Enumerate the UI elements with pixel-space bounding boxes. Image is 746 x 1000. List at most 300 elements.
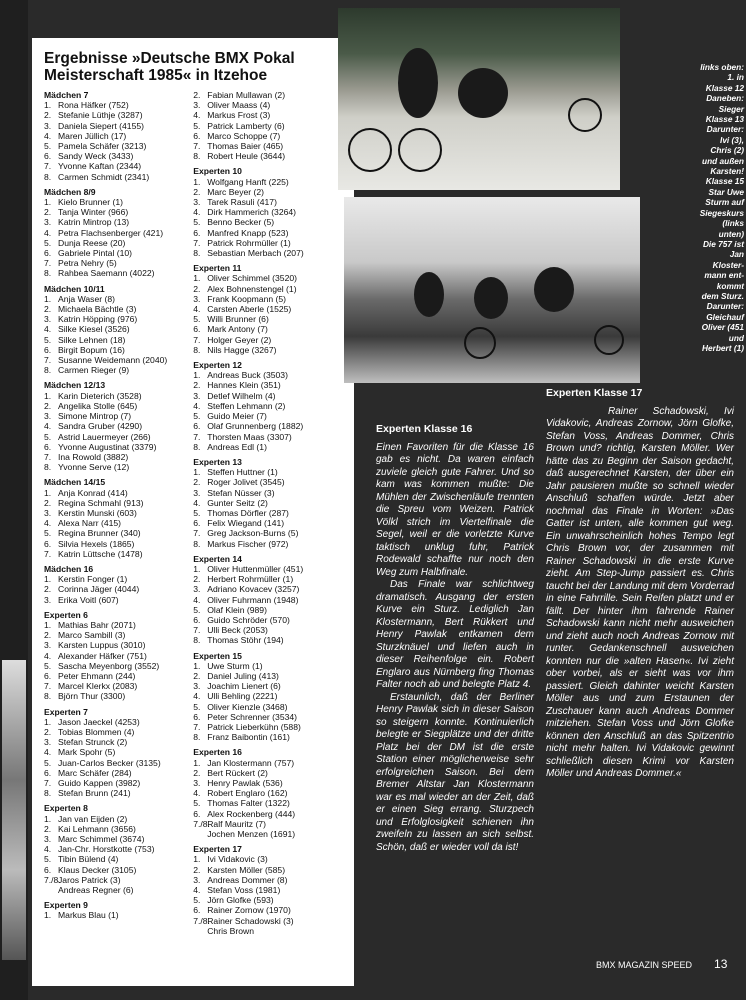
result-entry xyxy=(193,498,346,508)
rider-name: Juan-Carlos Becker (3135) xyxy=(58,757,161,768)
result-entry xyxy=(193,798,346,808)
result-entry xyxy=(44,651,187,661)
rider-name: Sebastian Merbach (207) xyxy=(207,248,304,259)
rider-name: Stefan Nüsser (3) xyxy=(207,487,275,498)
result-entry xyxy=(193,768,346,778)
category-heading: Experten 12 xyxy=(193,360,242,371)
result-entry xyxy=(193,304,346,314)
result-entry xyxy=(44,391,187,401)
rider-name: Detlef Wilhelm (4) xyxy=(207,390,276,401)
result-entry xyxy=(193,702,346,712)
result-entry xyxy=(44,620,187,630)
place-number: 6. xyxy=(44,151,52,162)
rider-name: Silvia Hexels (1865) xyxy=(58,538,135,549)
rider-name: Kai Lehmann (3656) xyxy=(58,823,136,834)
result-entry xyxy=(44,539,187,549)
rider-name: Sandy Weck (3433) xyxy=(58,151,134,162)
rider-name: Alex Bohnenstengel (1) xyxy=(207,283,297,294)
place-number: 5. xyxy=(193,314,201,325)
place-number: 7. xyxy=(193,528,201,539)
results-column-2 xyxy=(193,90,346,936)
result-entry xyxy=(193,778,346,788)
results-column-1 xyxy=(44,90,187,936)
result-entry xyxy=(193,110,346,120)
result-entry xyxy=(44,778,187,788)
result-entry xyxy=(44,197,187,207)
place-number: 7./8. xyxy=(193,818,210,829)
previous-page-edge xyxy=(0,0,28,1000)
place-number: 7. xyxy=(193,625,201,636)
article-paragraph: Das Finale war schlichtweg dramatisch. Ausgang der ersten Kurve ein Sturz. Lediglich Jan Klostermann, Bert Rükkert und Henry Pawlak entkamen dem Sturzknäuel und liefen auch in dieser Reihenfolge ein. Robert Englaro aus Nürnberg fing Thomas Falter noch ab und belegte Platz 4. xyxy=(376,579,534,690)
rider-name: Sandra Gruber (4290) xyxy=(58,421,143,432)
rider-name: Stefanie Lüthje (3287) xyxy=(58,110,143,121)
place-number: 7. xyxy=(44,778,52,788)
title-line-1: Ergebnisse »Deutsche BMX Pokal xyxy=(44,50,295,67)
place-number: 3. xyxy=(44,737,52,748)
result-entry xyxy=(193,712,346,722)
result-entry xyxy=(44,121,187,131)
place-number: 6. xyxy=(193,421,201,432)
place-number: 1. xyxy=(193,660,201,671)
place-number: 4. xyxy=(193,304,201,315)
result-entry xyxy=(44,844,187,854)
result-entry xyxy=(44,854,187,864)
result-entry xyxy=(44,768,187,778)
rider-name: Simone Mintrop (7) xyxy=(58,411,132,422)
rider-name: Carsten Aberle (1525) xyxy=(207,304,292,315)
result-entry xyxy=(193,615,346,625)
place-number: 5. xyxy=(193,507,201,518)
result-entry xyxy=(44,508,187,518)
title-line-2: Meisterschaft 1985« in Itzehoe xyxy=(44,67,268,84)
rider-name: Rainer Zornow (1970) xyxy=(207,905,291,916)
caption-line: Siegeskurs xyxy=(699,207,744,218)
place-number: 7./8. xyxy=(193,915,210,926)
result-entry xyxy=(193,411,346,421)
result-entry xyxy=(193,207,346,217)
result-entry xyxy=(44,442,187,452)
caption-line: Darunter: xyxy=(706,301,744,312)
rider-name: Gunter Seitz (2) xyxy=(207,497,268,508)
result-entry xyxy=(44,432,187,442)
place-number: 8. xyxy=(44,171,52,182)
category-heading: Experten 17 xyxy=(193,844,242,855)
result-entry xyxy=(44,498,187,508)
place-number: 5. xyxy=(44,528,52,539)
place-number: 5. xyxy=(193,895,201,906)
result-entry xyxy=(193,248,346,258)
place-number: 1. xyxy=(193,563,201,574)
rider-name: Karin Dieterich (3528) xyxy=(58,390,142,401)
place-number: 3. xyxy=(193,293,201,304)
place-number: 7./8. xyxy=(44,874,61,885)
rider-name: Susanne Weidemann (2040) xyxy=(58,355,168,366)
result-entry xyxy=(44,335,187,345)
rider-name: Olaf Grunnenberg (1882) xyxy=(207,421,304,432)
place-number: 5. xyxy=(44,431,52,442)
place-number: 2. xyxy=(44,497,52,508)
rider-figure xyxy=(534,267,574,312)
place-number: 5. xyxy=(44,334,52,345)
edge-photo xyxy=(2,660,26,960)
place-number: 7. xyxy=(193,334,201,345)
place-number: 3. xyxy=(44,314,52,325)
place-number: 4. xyxy=(44,130,52,141)
rider-name: Fabian Mullawan (2) xyxy=(207,90,286,100)
rider-name: Corinna Jäger (4044) xyxy=(58,584,140,595)
category-heading: Experten 8 xyxy=(44,803,88,814)
category-heading: Experten 6 xyxy=(44,609,88,620)
place-number: 7. xyxy=(44,161,52,172)
caption-line: Ivi (3), xyxy=(720,134,744,145)
rider-name: Daniel Juling (413) xyxy=(207,670,279,681)
rider-name: Hannes Klein (351) xyxy=(207,380,281,391)
caption-line: Karsten! xyxy=(710,166,744,177)
rider-name: Patrick Rohrmüller (1) xyxy=(207,237,291,248)
place-number: 2. xyxy=(193,767,201,778)
category-heading: Experten 16 xyxy=(193,747,242,758)
place-number: 8. xyxy=(44,268,52,279)
rider-name: Rainer Schadowski (3) xyxy=(207,915,294,926)
result-entry xyxy=(193,335,346,345)
result-entry xyxy=(193,875,346,885)
result-entry xyxy=(44,421,187,431)
rider-name: Willi Brunner (6) xyxy=(207,314,269,325)
result-entry xyxy=(193,605,346,615)
rider-name: Karsten Möller (585) xyxy=(207,864,286,875)
rider-name: Ulli Beck (2053) xyxy=(207,625,268,636)
category-heading: Mädchen 16 xyxy=(44,563,94,574)
caption-line: 1. in xyxy=(727,72,744,83)
result-entry xyxy=(193,324,346,334)
rider-name: Oliver Huttenmüller (451) xyxy=(207,563,304,574)
caption-line: Sturm auf xyxy=(705,197,744,208)
place-number: 2. xyxy=(193,574,201,585)
place-number: 1. xyxy=(44,910,52,921)
result-entry xyxy=(44,549,187,559)
rider-name: Petra Flachsenberger (421) xyxy=(58,227,164,238)
result-entry xyxy=(44,834,187,844)
article-experten-17 xyxy=(546,387,734,781)
rider-name: Guido Meier (7) xyxy=(207,411,267,422)
place-number: 2. xyxy=(44,207,52,218)
rider-name: Franz Baibontin (161) xyxy=(207,732,290,743)
result-entry xyxy=(193,442,346,452)
result-entry xyxy=(193,177,346,187)
rider-name: Björn Thur (3300) xyxy=(58,691,126,702)
rider-name: Patrick Lieberkühn (588) xyxy=(207,721,301,732)
result-entry xyxy=(193,671,346,681)
rider-name: Manfred Knapp (523) xyxy=(207,227,289,238)
rider-name: Anja Konrad (414) xyxy=(58,487,128,498)
rider-name: Adriano Kovacev (3257) xyxy=(207,584,300,595)
place-number: 1. xyxy=(44,390,52,401)
place-number: 1. xyxy=(44,619,52,630)
result-entry xyxy=(193,151,346,161)
bike-wheel xyxy=(398,128,442,172)
place-number: 5. xyxy=(193,798,201,809)
rider-name: Thomas Stöhr (194) xyxy=(207,635,284,646)
rider-name: Maren Jüllich (17) xyxy=(58,130,127,141)
rider-name: Marc Beyer (2) xyxy=(207,186,265,197)
rider-name: Thorsten Maas (3307) xyxy=(207,431,292,442)
place-number: 1. xyxy=(193,370,201,381)
place-number: 3. xyxy=(44,411,52,422)
result-entry xyxy=(44,345,187,355)
place-number: 3. xyxy=(193,584,201,595)
rider-name: Stefan Strunck (2) xyxy=(58,737,128,748)
result-entry xyxy=(44,100,187,110)
result-entry xyxy=(193,539,346,549)
result-entry xyxy=(193,905,346,915)
rider-name: Thomas Baier (465) xyxy=(207,141,284,152)
rider-name: Markus Blau (1) xyxy=(58,910,119,921)
place-number: 8. xyxy=(193,732,201,743)
caption-line: unten) xyxy=(718,228,744,239)
rider-name: Daniela Siepert (4155) xyxy=(58,120,144,131)
result-entry xyxy=(44,217,187,227)
result-entry xyxy=(193,380,346,390)
result-entry xyxy=(44,110,187,120)
place-number: 6. xyxy=(44,670,52,681)
place-number: 4. xyxy=(193,788,201,799)
place-number: 2. xyxy=(193,283,201,294)
result-entry xyxy=(193,819,346,829)
result-entry xyxy=(193,722,346,732)
result-entry xyxy=(44,294,187,304)
result-entry xyxy=(193,895,346,905)
category-heading: Mädchen 7 xyxy=(44,90,89,100)
place-number: 1. xyxy=(44,100,52,111)
result-entry xyxy=(193,314,346,324)
place-number: 5. xyxy=(193,604,201,615)
place-number: 4. xyxy=(44,518,52,529)
rider-name: Katrin Mintrop (13) xyxy=(58,217,130,228)
rider-name: Holger Geyer (2) xyxy=(207,334,272,345)
caption-line: dem Sturz. xyxy=(701,290,744,301)
rider-name: Roger Jolivet (3545) xyxy=(207,477,285,488)
rider-name: Rahbea Saemann (4022) xyxy=(58,268,155,279)
caption-line: Klasse 13 xyxy=(705,114,744,125)
place-number: 4. xyxy=(44,650,52,661)
result-entry xyxy=(44,671,187,681)
result-entry xyxy=(193,100,346,110)
category-heading: Experten 10 xyxy=(193,166,242,177)
result-entry xyxy=(44,595,187,605)
rider-name: Alexa Narr (415) xyxy=(58,518,122,529)
category-heading: Experten 11 xyxy=(193,263,242,274)
rider-name: Michaela Bächtle (3) xyxy=(58,304,137,315)
rider-name: Carmen Rieger (9) xyxy=(58,365,130,376)
place-number: 5. xyxy=(44,660,52,671)
article-paragraph: Rainer Schadowski, Ivi Vidakovic, Andreas Zornow, Jörn Glofke, Stefan Voss, Andreas Dommer, Chris Brown und? richtig, Karsten Möller. Wer hätte das zu Beginn der Saison gedacht, daß ausgerechnet Karsten, der über ein Jahr pausieren mußte so schnell wieder Anschluß schaffen würde. Jetzt aber nochmal das Finale in Worten: »Das Gatter ist unten, alle kommen gut weg. Ein unwahrscheinlich hohes Tempo legt Chris Brown vor, der zusammen mit Rainer Schadowski in die erste Kurve zieht. Am Step-Jump passiert es. Chris taucht bei der Landung mit dem Vorderrad in eine Fahrrille. Sein Reifen platzt und er fällt. Der hinter ihm fahrende Rainer Schadowski kann nicht mehr ausweichen und zieht auch noch Andreas Zornow mit runter. Gedankenschnell ausweichen konnten nur die »alten Hasen«. Ivi zieht ober vorbei, als er sieht was vor ihm passiert. Gleich dahinter weicht Karsten Möller aus und zum Erstaunen der Zuschauer kann auch Andreas Dommer mitziehen. Stefan Voss und Jörn Glofke können den Anschluß an das Spitzentrio nicht mehr halten. Ivi Vidakovic gewinnt schließlich diesen Krimi vor Karsten Möller und Andreas Dommer.« xyxy=(546,405,734,779)
category-heading: Experten 14 xyxy=(193,553,242,564)
result-entry xyxy=(193,574,346,584)
rider-name: Karsten Luppus (3010) xyxy=(58,640,146,651)
rider-name: Wolfgang Hanft (225) xyxy=(207,176,289,187)
rider-name: Frank Koopmann (5) xyxy=(207,293,287,304)
place-number: 4. xyxy=(193,885,201,896)
result-entry xyxy=(193,370,346,380)
result-entry xyxy=(44,238,187,248)
result-entry xyxy=(193,488,346,498)
rider-name: Thomas Falter (1322) xyxy=(207,798,290,809)
result-entry xyxy=(44,727,187,737)
result-entry xyxy=(44,314,187,324)
place-number: 2. xyxy=(193,380,201,391)
place-number: 1. xyxy=(193,854,201,865)
result-entry xyxy=(44,681,187,691)
result-entry xyxy=(193,477,346,487)
place-number: 4. xyxy=(193,110,201,121)
place-number: 8. xyxy=(193,441,201,452)
caption-line: Star Uwe xyxy=(708,186,744,197)
place-number: 1. xyxy=(44,716,52,727)
place-number: 1. xyxy=(193,757,201,768)
result-entry xyxy=(193,661,346,671)
rider-figure xyxy=(474,277,508,319)
place-number: 3. xyxy=(193,487,201,498)
result-entry xyxy=(44,258,187,268)
rider-name: Marco Schoppe (7) xyxy=(207,130,281,141)
result-entry xyxy=(44,824,187,834)
place-number: 2. xyxy=(44,726,52,737)
rider-name: Andreas Buck (3503) xyxy=(207,370,288,381)
result-entry xyxy=(193,584,346,594)
category-heading: Mädchen 10/11 xyxy=(44,283,105,294)
result-entry xyxy=(193,187,346,197)
result-entry xyxy=(44,640,187,650)
rider-name: Marc Schäfer (284) xyxy=(58,767,132,778)
place-number: 1. xyxy=(193,176,201,187)
place-number: 6. xyxy=(193,324,201,335)
photo-caption xyxy=(626,62,744,353)
place-number: 7. xyxy=(193,141,201,152)
rider-name: Jan-Chr. Horstkotte (753) xyxy=(58,844,155,855)
rider-name: Thomas Dörfler (287) xyxy=(207,507,289,518)
place-number: 8. xyxy=(193,151,201,162)
place-number: 1. xyxy=(44,813,52,824)
rider-name: Guido Kappen (3982) xyxy=(58,778,141,788)
place-number: 3. xyxy=(193,100,201,111)
caption-line: Klasse 12 xyxy=(705,82,744,93)
rider-name: Marcel Klerkx (2083) xyxy=(58,681,138,692)
rider-figure xyxy=(458,68,508,118)
rider-name: Tibin Bülend (4) xyxy=(58,854,119,865)
rider-name: Steffen Huttner (1) xyxy=(207,467,278,478)
rider-name: Bert Rückert (2) xyxy=(207,767,268,778)
rider-name: Yvonne Kaftan (2344) xyxy=(58,161,142,172)
rider-name: Katrin Höpping (976) xyxy=(58,314,138,325)
result-entry xyxy=(44,365,187,375)
caption-line: (links xyxy=(722,218,744,229)
article-experten-16 xyxy=(376,423,534,854)
rider-name: Marco Sambill (3) xyxy=(58,630,126,641)
result-entry xyxy=(44,411,187,421)
rider-name: Rona Häfker (752) xyxy=(58,100,129,111)
rider-name: Joachim Lienert (6) xyxy=(207,681,281,692)
rider-name: Jan van Eijden (2) xyxy=(58,813,128,824)
caption-line: Klasse 15 xyxy=(705,176,744,187)
rider-name: Alexander Häfker (751) xyxy=(58,650,147,661)
result-entry xyxy=(44,747,187,757)
place-number: 6. xyxy=(44,538,52,549)
place-number: 8. xyxy=(44,365,52,376)
rider-name: Anja Waser (8) xyxy=(58,293,115,304)
result-entry xyxy=(193,197,346,207)
category-heading: Mädchen 14/15 xyxy=(44,477,106,488)
rider-name: Angelika Stolle (645) xyxy=(58,400,138,411)
rider-name: Jaros Patrick (3) xyxy=(58,874,121,885)
result-entry xyxy=(193,528,346,538)
place-number: 2. xyxy=(44,400,52,411)
place-number: 7. xyxy=(193,237,201,248)
result-entry xyxy=(193,691,346,701)
place-number: 6. xyxy=(193,905,201,916)
caption-line: kommt xyxy=(716,280,744,291)
rider-name: Astrid Lauermeyer (266) xyxy=(58,431,151,442)
place-number: 5. xyxy=(44,141,52,152)
place-number: 4. xyxy=(44,324,52,335)
result-entry xyxy=(193,758,346,768)
result-entry xyxy=(193,681,346,691)
place-number: 8. xyxy=(193,248,201,259)
caption-line: Jan xyxy=(729,249,744,260)
rider-name: Birgit Bopum (16) xyxy=(58,344,125,355)
place-number: 8. xyxy=(193,538,201,549)
place-number: 3. xyxy=(44,120,52,131)
result-entry xyxy=(44,151,187,161)
result-entry xyxy=(44,910,187,920)
category-heading: Mädchen 12/13 xyxy=(44,380,106,391)
result-entry xyxy=(193,391,346,401)
rider-name: Erika Voitl (607) xyxy=(58,594,119,605)
rider-name: Ulli Behling (2221) xyxy=(207,691,278,702)
article-paragraph: Einen Favoriten für die Klasse 16 gab es nicht. Da waren einfach zuviele gleich gute Fahrer. Und so kam was kommen mußte: Die Mühlen der Zwischenläufe trennten die Spreu vom Weizen. Patrick Völkl strich im Viertelfinale die Segel, weil er die vorletzte Kurve taktisch unklug fuhr, Patrick Rodewald schaffte nur noch den Weg zum Halbfinale. xyxy=(376,441,534,578)
rider-name: Kielo Brunner (1) xyxy=(58,197,123,208)
place-number: 2. xyxy=(193,670,201,681)
result-entry xyxy=(44,228,187,238)
category-heading: Experten 15 xyxy=(193,650,242,661)
place-number: 3. xyxy=(193,681,201,692)
rider-name: Yvonne Serve (12) xyxy=(58,462,130,473)
rider-name: Steffen Lehmann (2) xyxy=(207,400,286,411)
rider-name: Greg Jackson-Burns (5) xyxy=(207,528,299,539)
result-entry xyxy=(193,467,346,477)
place-number: 6. xyxy=(193,130,201,141)
place-number: 1. xyxy=(44,293,52,304)
place-number: 2. xyxy=(44,630,52,641)
result-entry xyxy=(44,717,187,727)
result-entry xyxy=(44,304,187,314)
result-entry xyxy=(44,355,187,365)
photo-race-pack xyxy=(344,197,640,383)
place-number: 3. xyxy=(193,874,201,885)
result-entry xyxy=(193,625,346,635)
result-entry xyxy=(193,635,346,645)
result-entry xyxy=(44,207,187,217)
result-entry xyxy=(44,131,187,141)
caption-line: Sieger xyxy=(718,103,744,114)
place-number: 2. xyxy=(44,584,52,595)
place-number: 5. xyxy=(44,854,52,865)
place-number: 8. xyxy=(44,788,52,799)
place-number: 2. xyxy=(193,477,201,488)
place-number: 8. xyxy=(193,635,201,646)
place-number: 6. xyxy=(44,864,52,875)
page-number: 13 xyxy=(714,957,728,971)
place-number: 7. xyxy=(193,721,201,732)
